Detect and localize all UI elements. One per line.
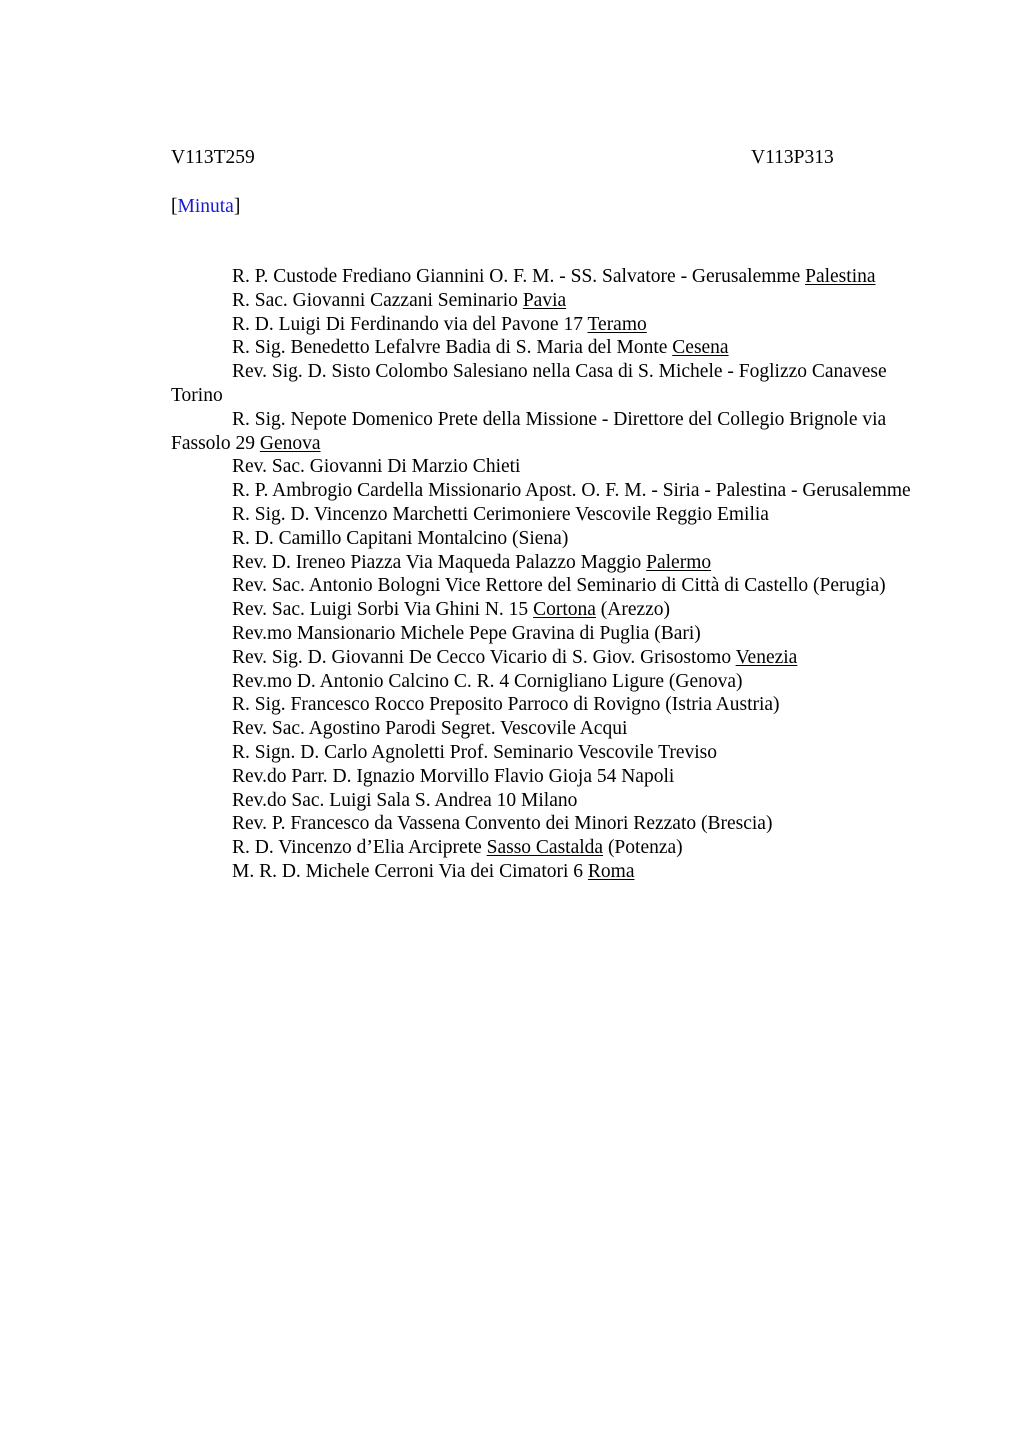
address-entry: R. P. Custode Frediano Giannini O. F. M. - SS. Salvatore - Gerusalemme Palestina [232,266,876,287]
address-entry: R. D. Luigi Di Ferdinando via del Pavone 17 Teramo [232,313,647,335]
address-entry: Rev. Sig. D. Sisto Colombo Salesiano nella Casa di S. Michele - Foglizzo Canavese Torino [171,361,887,406]
address-entry: Rev.do Parr. D. Ignazio Morvillo Flavio Gioja 54 Napoli [232,765,675,787]
address-entry: Rev. Sac. Antonio Bologni Vice Rettore del Seminario di Città di Castello (Perugia) [232,575,886,597]
address-entry: R. D. Camillo Capitani Montalcino (Siena) [232,527,569,549]
city-name: Sasso Castalda [486,837,604,859]
city-name: Roma [587,860,635,882]
address-entry: R. Sig. Benedetto Lefalvre Badia di S. Maria del Monte Cesena [232,337,729,359]
address-entry: Rev. Sac. Luigi Sorbi Via Ghini N. 15 Cortona (Arezzo) [232,599,671,621]
address-entry: R. Sig. Francesco Rocco Preposito Parroco di Rovigno (Istria Austria) [232,694,780,716]
address-entry: R. Sign. D. Carlo Agnoletti Prof. Seminario Vescovile Treviso [232,741,717,763]
document-page [171,146,931,884]
minuta-open-bracket: [ [171,196,178,217]
address-entry: R. P. Ambrogio Cardella Missionario Apost. O. F. M. - Siria - Palestina - Gerusalemme [232,480,911,502]
address-entry: Rev. Sac. Giovanni Di Marzio Chieti [232,456,521,478]
address-list [171,265,931,884]
city-name: Teramo [587,313,647,335]
city-name: Pavia [522,289,567,311]
document-header [171,146,931,170]
city-name: Cortona [533,599,596,621]
city-name: Palermo [646,551,712,573]
address-entry: R. D. Vincenzo d’Elia Arciprete Sasso Castalda (Potenza) [232,837,683,859]
minuta-close-bracket: ] [233,196,241,217]
address-entry: R. Sig. D. Vincenzo Marchetti Cerimoniere Vescovile Reggio Emilia [232,503,769,525]
minuta-label [171,195,931,219]
address-entry: Rev. Sig. D. Giovanni De Cecco Vicario di S. Giov. Grisostomo Venezia [232,646,798,668]
minuta-link[interactable]: Minuta [177,196,234,217]
address-entry: Rev.mo D. Antonio Calcino C. R. 4 Cornigliano Ligure (Genova) [232,670,743,692]
address-entry: Rev.mo Mansionario Michele Pepe Gravina di Puglia (Bari) [232,622,701,644]
address-entry: R. Sig. Nepote Domenico Prete della Missione - Direttore del Collegio Brignole via Fassolo 29 Genova [171,408,887,454]
address-entry: M. R. D. Michele Cerroni Via dei Cimatori 6 Roma [232,860,635,882]
city-name: Palestina [805,266,876,287]
city-name: Cesena [672,337,729,359]
address-entry: Rev. D. Ireneo Piazza Via Maqueda Palazzo Maggio Palermo [232,551,712,573]
volume-code-right: V113P313 [751,147,834,168]
address-entry: Rev.do Sac. Luigi Sala S. Andrea 10 Milano [232,789,578,811]
address-entry: Rev. P. Francesco da Vassena Convento dei Minori Rezzato (Brescia) [232,813,773,835]
city-name: Genova [259,432,321,454]
city-name: Venezia [735,646,798,668]
address-entry: Rev. Sac. Agostino Parodi Segret. Vescovile Acqui [232,718,628,740]
volume-code-left: V113T259 [171,147,255,168]
address-entry: R. Sac. Giovanni Cazzani Seminario Pavia [232,289,567,311]
